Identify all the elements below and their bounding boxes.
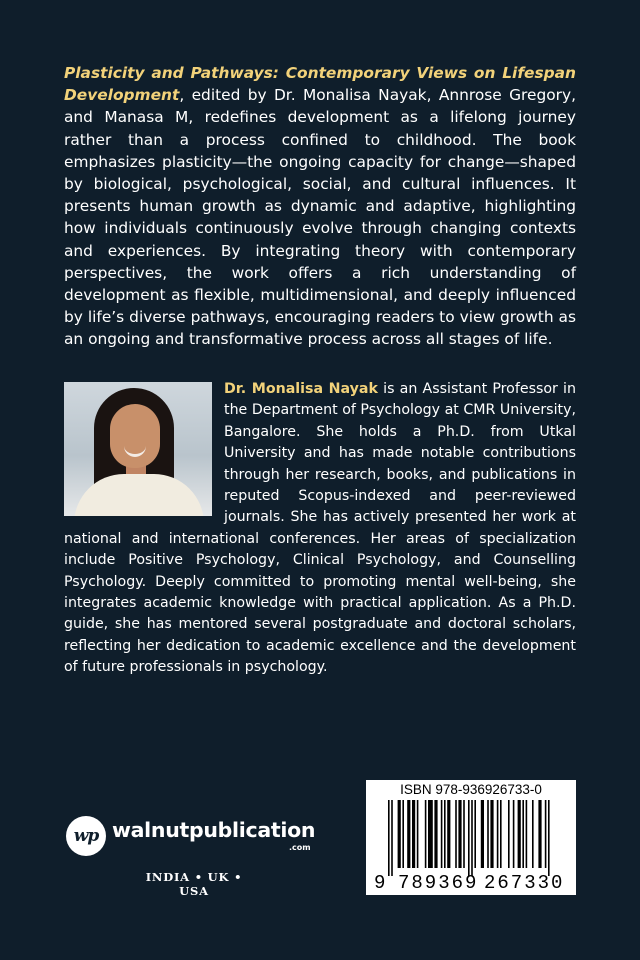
barcode-bar — [474, 800, 476, 868]
barcode-bar — [545, 800, 547, 868]
barcode-bar — [412, 800, 415, 868]
publisher-logo — [66, 812, 326, 898]
barcode-bar — [548, 800, 550, 876]
barcode-bar — [388, 800, 390, 876]
barcode-bar — [407, 800, 410, 868]
barcode-bar — [458, 800, 461, 868]
barcode-bar — [538, 800, 541, 868]
barcode-bar — [526, 800, 528, 868]
barcode-bar — [391, 800, 393, 876]
publisher-countries: INDIA • UK • USA — [145, 870, 243, 898]
barcode-bar — [490, 800, 493, 868]
publisher-domain: .com — [289, 843, 311, 852]
book-title: Plasticity and Pathways: Contemporary Views on Lifespan Development — [64, 64, 576, 105]
barcode-bar — [532, 800, 534, 868]
walnut-logo-icon: wp — [66, 816, 106, 856]
barcode-bar — [425, 800, 427, 868]
barcode-digits-left: 789369 — [398, 872, 479, 894]
barcode-bars — [366, 798, 576, 878]
barcode-bar — [500, 800, 502, 868]
barcode-bar — [398, 800, 401, 868]
barcode-bar — [468, 800, 470, 876]
author-bio-text: is an Assistant Professor in the Department of Psychology at CMR University, Bangalore. She holds a Ph.D. from Utkal University and has made notable contributions through her research, books, and publications in reputed Scopus-indexed and peer-reviewed journals. She has actively presented her work at national and international conferences. Her areas of specialization include Positive Psychology, Clinical Psychology, and Counselling Psychology. Deeply committed to promoting mental well-being, she integrates academic knowledge with practical application. As a Ph.D. guide, she has mentored several postgraduate and doctoral scholars, reflecting her dedication to academic excellence and the development of future professionals in psychology. — [64, 381, 576, 676]
barcode-bar — [434, 800, 437, 868]
barcode-bar — [481, 800, 484, 868]
barcode-bar — [417, 800, 419, 868]
barcode-bar — [463, 800, 465, 868]
barcode-bar — [441, 800, 443, 868]
book-description-text: , edited by Dr. Monalisa Nayak, Annrose Gregory, and Manasa M, redefines development as a lifelong journey rather than a process confined to childhood. The book emphasizes plasticity—the ongoing capacity for change—shaped by biological, psychological, social, and cultural influences. It presents human growth as dynamic and adaptive, highlighting how individuals continuously evolve through changing contexts and experiences. By integrating theory with contemporary perspectives, the work offers a rich understanding of development as flexible, multidimensional, and deeply influenced by life’s diverse pathways, encouraging readers to view growth as an ongoing and transformative process across all stages of life. — [64, 86, 576, 349]
barcode-bar — [518, 800, 521, 868]
author-bio — [64, 379, 576, 679]
barcode-bar — [497, 800, 499, 868]
publisher-name: walnutpublication — [112, 818, 316, 842]
barcode-bar — [522, 800, 524, 868]
barcode-bar — [487, 800, 489, 868]
barcode-bar — [402, 800, 404, 868]
barcode-bar — [513, 800, 515, 868]
book-description — [64, 62, 576, 351]
barcode-bar — [444, 800, 446, 868]
barcode-digits-right: 267330 — [484, 872, 565, 894]
barcode-bar — [428, 800, 433, 868]
barcode-bar — [508, 800, 510, 868]
barcode-bar — [447, 800, 450, 868]
isbn-label: ISBN 978-936926733-0 — [400, 782, 542, 797]
author-name: Dr. Monalisa Nayak — [224, 381, 378, 397]
barcode-digit-first: 9 — [374, 872, 386, 894]
barcode-bar — [471, 800, 473, 876]
author-photo — [64, 382, 212, 516]
barcode-bar — [455, 800, 457, 868]
isbn-barcode — [366, 780, 576, 895]
